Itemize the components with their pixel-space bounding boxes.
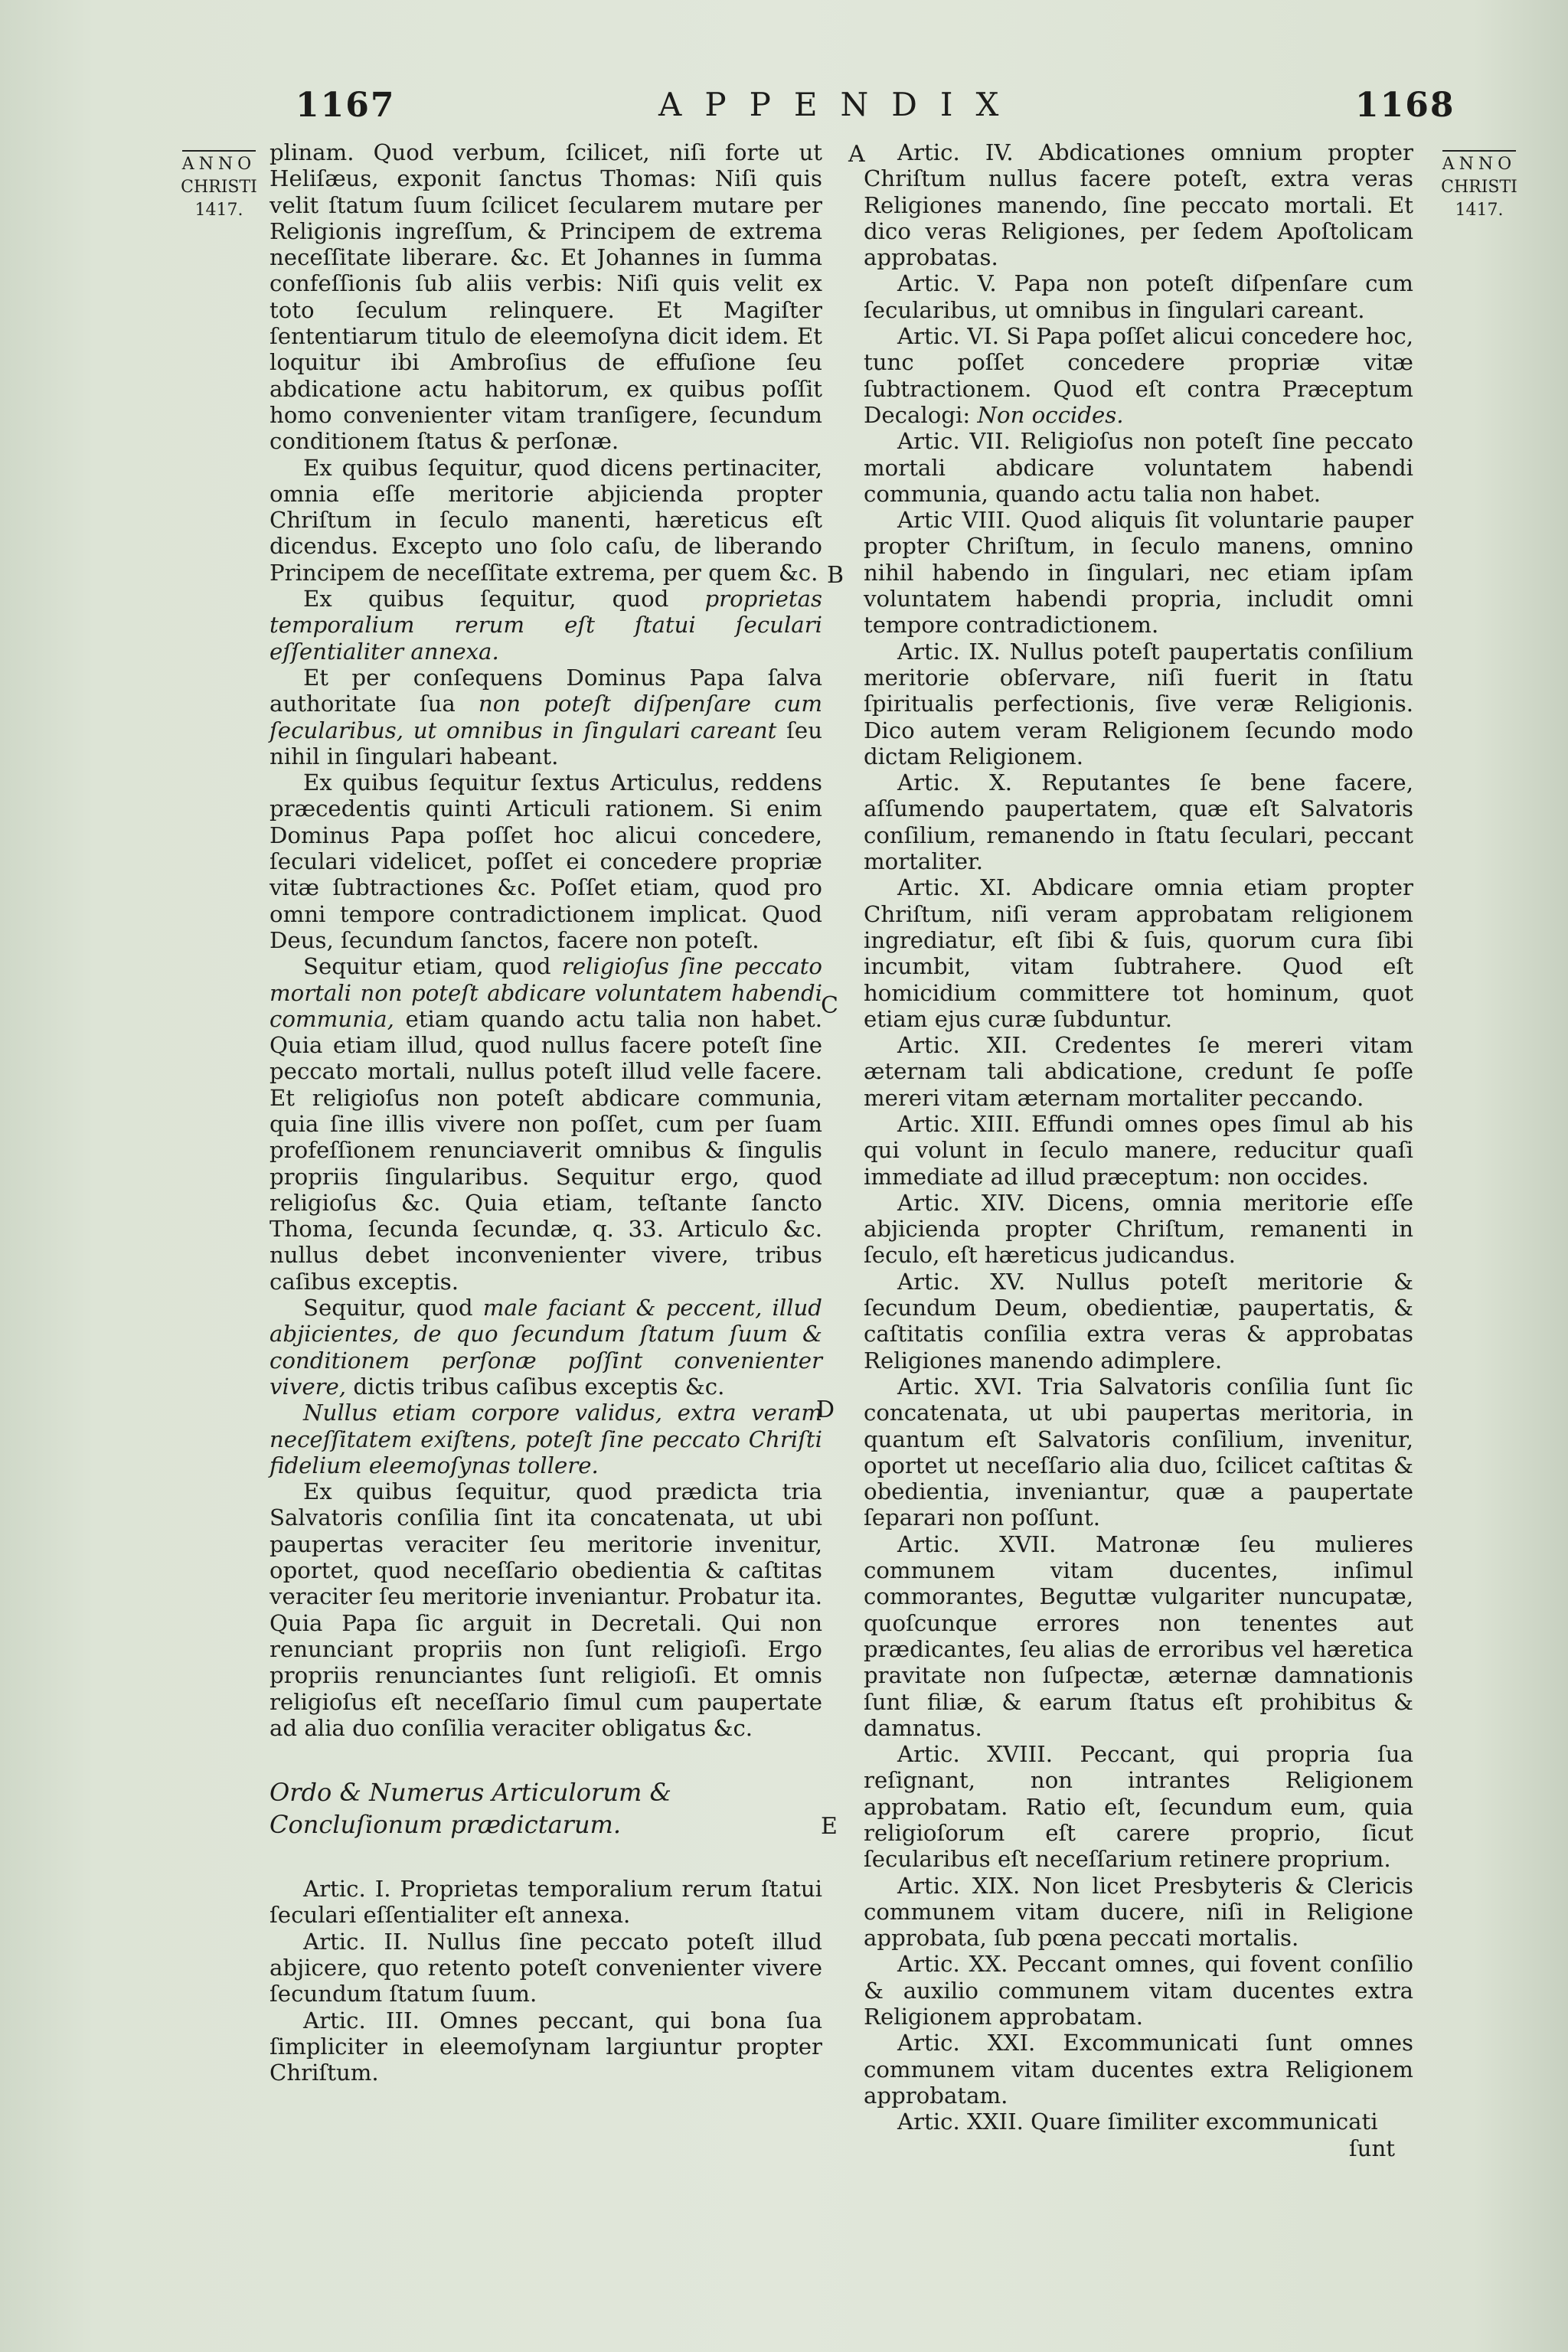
paragraph: Ex quibus ſequitur ſextus Articulus, reddens præcedentis quinti Articuli rationem. Si enim Dominus Papa poſſet hoc alicui concedere, ſeculari videlicet, poſſet ei concedere propriæ vitæ ſubtractiones &c. Poſſet etiam, quod pro omni tempore contradictionem implicat. Quod Deus, ſecundum ſanctos, facere non poteſt. [270, 769, 822, 953]
text-run: etiam quando actu talia non habet. Quia etiam illud, quod nullus facere poteſt ſine peccato mortali, nullus poteſt illud velle facere. Et religioſus non poteſt abdicare communia, quia ſine illis vivere non poſſet, cum per ſuam profeſſionem renunciaverit omnibus & ſingulis propriis ſingularibus. Sequitur ergo, quod religioſus &c. Quia etiam, teſtante ſancto Thoma, ſecunda ſecundæ, q. 33. Articulo &c. nullus debet inconvenienter vivere, tribus caſibus exceptis. [270, 1005, 822, 1295]
page-number-left: 1167 [296, 86, 396, 125]
text-run: Sequitur etiam, quod [303, 953, 562, 980]
section-marker-a: A [848, 141, 865, 168]
article-paragraph: Artic. IV. Abdicationes omnium propter Chriſtum nullus facere poteſt, extra veras Religiones manendo, ſine peccato mortali. Et dico veras Religiones, per ſedem Apoſtolicam approbatas. [864, 139, 1413, 271]
spacer [270, 1841, 822, 1876]
margin-note-anno: ANNO [1442, 150, 1516, 176]
italic-text-run: proprietas temporalium rerum eſt ſtatui ſeculari eſſentialiter annexa. [270, 586, 822, 665]
section-heading: Ordo & Numerus Articulorum & Concluſionum prædictarum. [270, 1778, 671, 1840]
margin-note-year: 1417. [1455, 201, 1504, 220]
paragraph [270, 1295, 822, 1400]
italic-text-run: male faciant & peccent, illud abjicientes, de quo ſecundum ſtatum ſuum & conditionem perſonæ poſſint convenienter vivere, [270, 1295, 822, 1400]
margin-note-christi: CHRISTI [181, 178, 257, 197]
article-paragraph: Artic. III. Omnes peccant, qui bona ſua ſimpliciter in eleemoſynam largiuntur propter Chriſtum. [270, 2007, 822, 2086]
running-title: APPENDIX [658, 86, 1022, 123]
article-paragraph: Artic. XXI. Excommunicati ſunt omnes communem vitam ducentes extra Religionem approbatam. [864, 2030, 1413, 2109]
margin-note-right [1433, 150, 1525, 222]
left-column [270, 139, 822, 2086]
section-marker-b: B [827, 562, 844, 589]
text-run: dictis tribus caſibus exceptis &c. [346, 1373, 725, 1400]
article-paragraph: Artic. XV. Nullus poteſt meritorie & ſecundum Deum, obedientiæ, paupertatis, & caſtitatis conſilia extra veras & approbatas Religiones manendo adimplere. [864, 1268, 1413, 1374]
section-marker-e: E [821, 1813, 838, 1840]
paragraph: Ex quibus ſequitur, quod prædicta tria Salvatoris conſilia ſint ita concatenata, ut ubi paupertas veraciter ſeu meritorie invenitur, oportet, quod neceſſario obedientia & caſtitas veraciter ſeu meritorie inveniantur. Probatur ita. Quia Papa ſic arguit in Decretali. Qui non renunciant propriis non ſunt religioſi. Ergo propriis renunciantes ſunt religioſi. Et omnis religioſus eſt neceſſario ſimul cum paupertate ad alia duo conſilia veraciter obligatus &c. [270, 1478, 822, 1741]
paragraph: plinam. Quod verbum, ſcilicet, niſi forte ut Heliſæus, exponit ſanctus Thomas: Niſi quis velit ſtatum ſuum ſcilicet ſecularem mutare per Religionis ingreſſum, & Principem de extrema neceſſitate liberare. &c. Et Johannes in ſumma confeſſionis ſub aliis verbis: Niſi quis velit ex toto ſeculum relinquere. Et Magiſter ſententiarum titulo de eleemoſyna dicit idem. Et loquitur ibi Ambroſius de effuſione ſeu abdicatione actu habitorum, ex quibus poſſit homo convenienter vitam tranſigere, ſecundum conditionem ſtatus & perſonæ. [270, 139, 822, 455]
article-paragraph: Artic. X. Reputantes ſe bene facere, aſſumendo paupertatem, quæ eſt Salvatoris conſilium, remanendo in ſtatu ſeculari, peccant mortaliter. [864, 769, 1413, 875]
paragraph [270, 665, 822, 769]
text-run: Ex quibus ſequitur, quod [303, 586, 705, 612]
margin-note-anno: ANNO [182, 150, 256, 176]
text-run: Artic. VI. Si Papa poſſet alicui concedere hoc, tunc poſſet concedere propriæ vitæ ſubtractionem. Quod eſt contra Præceptum Decalogi: [864, 323, 1413, 428]
margin-note-left [173, 150, 265, 222]
article-paragraph [864, 323, 1413, 428]
page-header [0, 86, 1568, 132]
article-paragraph: Artic. XIII. Effundi omnes opes ſimul ab his qui volunt in ſeculo manere, reducitur quaſi immediate ad illud præceptum: non occides. [864, 1110, 1413, 1190]
right-column [864, 139, 1413, 2161]
article-paragraph: Artic. I. Proprietas temporalium rerum ſtatui ſeculari eſſentialiter eſt annexa. [270, 1876, 822, 1929]
article-paragraph: Artic VIII. Quod aliquis ſit voluntarie pauper propter Chriſtum, in ſeculo manens, omnino nihil habendo in ſingulari, nec etiam ipſam voluntatem habendi propria, includit omni tempore contradictionem. [864, 507, 1413, 639]
article-paragraph: Artic. XVIII. Peccant, qui propria ſua reſignant, non intrantes Religionem approbatam. Ratio eſt, ſecundum eum, quia religioſorum eſt carere proprio, ſicut ſecularibus eſt neceſſarium retinere proprium. [864, 1741, 1413, 1873]
spacer [270, 1741, 822, 1776]
paragraph [270, 953, 822, 1295]
paragraph: Ex quibus ſequitur, quod dicens pertinaciter, omnia eſſe meritorie abjicienda propter Chriſtum in ſeculo manenti, hæreticus eſt dicendus. Excepto uno ſolo caſu, de liberando Principem de neceſſitate extrema, per quem &c. [270, 454, 822, 586]
article-paragraph: Artic. II. Nullus ſine peccato poteſt illud abjicere, quo retento poteſt convenienter vivere ſecundum ſtatum ſuum. [270, 1928, 822, 2007]
text-run: ſeu nihil in ſingulari habeant. [270, 717, 822, 769]
article-paragraph: Artic. XVI. Tria Salvatoris conſilia ſunt ſic concatenata, ut ubi paupertas meritoria, in quantum eſt Salvatoris conſilium, invenitur, oportet ut neceſſario alia duo, ſcilicet caſtitas & obedientia, inveniantur, quæ a paupertate ſeparari non poſſunt. [864, 1373, 1413, 1531]
italic-text-run: non poteſt diſpenſare cum ſecularibus, ut omnibus in ſingulari careant [270, 691, 822, 743]
section-marker-d: D [816, 1396, 835, 1423]
page-number-right: 1168 [1355, 86, 1455, 125]
catchword: ſunt [1348, 2135, 1395, 2161]
margin-note-year: 1417. [194, 201, 243, 220]
article-paragraph: Artic. XII. Credentes ſe mereri vitam æternam tali abdicatione, credunt ſe poſſe mereri vitam æternam mortaliter peccando. [864, 1032, 1413, 1111]
italic-text-run: Non occides. [977, 401, 1124, 428]
article-paragraph: Artic. V. Papa non poteſt diſpenſare cum ſecularibus, ut omnibus in ſingulari careant. [864, 270, 1413, 323]
text-run: Et per conſequens Dominus Papa ſalva authoritate ſua [270, 664, 822, 717]
article-paragraph: Artic. IX. Nullus poteſt paupertatis conſilium meritorie obſervare, niſi fuerit in ſtatu ſpiritualis perfectionis, ſive veræ Religionis. Dico autem veram Religionem ſecundo modo dictam Religionem. [864, 638, 1413, 769]
margin-note-christi: CHRISTI [1441, 178, 1517, 197]
article-paragraph: Artic. XIV. Dicens, omnia meritorie eſſe abjicienda propter Chriſtum, remanenti in ſeculo, eſt hæreticus judicandus. [864, 1189, 1413, 1269]
article-paragraph: Artic. XIX. Non licet Presbyteris & Clericis communem vitam ducere, niſi in Religione approbata, ſub pœna peccati mortalis. [864, 1872, 1413, 1952]
paragraph [270, 586, 822, 665]
article-paragraph: Artic. XI. Abdicare omnia etiam propter Chriſtum, niſi veram approbatam religionem ingrediatur, eſt ſibi & ſuis, quorum cura ſibi incumbit, vitam ſubtrahere. Quod eſt homicidium committere tot hominum, quot etiam ejus curæ ſubduntur. [864, 874, 1413, 1032]
article-paragraph: Artic. XX. Peccant omnes, qui fovent conſilio & auxilio communem vitam ducentes extra Religionem approbatam. [864, 1951, 1413, 2030]
article-paragraph: Artic. VII. Religioſus non poteſt ſine peccato mortali abdicare voluntatem habendi communia, quando actu talia non habet. [864, 428, 1413, 507]
article-paragraph: Artic. XVII. Matronæ ſeu mulieres communem vitam ducentes, inſimul commorantes, Beguttæ vulgariter nuncupatæ, quoſcunque errores non tenentes aut prædicantes, ſeu alias de erroribus vel hæretica pravitate non ſuſpectæ, æternæ damnationis ſunt filiæ, & earum ſtatus eſt prohibitus & damnatus. [864, 1530, 1413, 1741]
section-marker-c: C [821, 992, 838, 1019]
paragraph: Nullus etiam corpore validus, extra veram neceſſitatem exiſtens, poteſt ſine peccato Chriſti fidelium eleemoſynas tollere. [270, 1400, 822, 1478]
text-run: Sequitur, quod [303, 1295, 483, 1321]
article-paragraph: Artic. XXII. Quare ſimiliter excommunicati [897, 2109, 1378, 2135]
italic-text-run: religioſus ſine peccato mortali non poteſt abdicare voluntatem habendi communia, [270, 953, 822, 1032]
